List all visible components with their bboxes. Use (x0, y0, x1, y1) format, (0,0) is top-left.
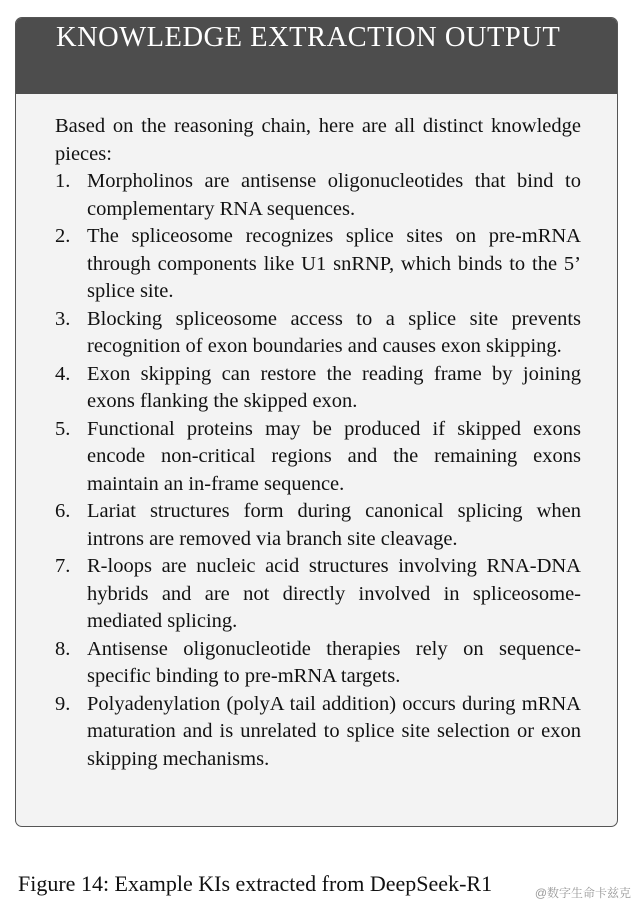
knowledge-list (55, 168, 581, 773)
item-text: Functional proteins may be produced if skipped exons encode non-critical regions and the remaining exons maintain an in-frame sequence. (87, 417, 581, 495)
knowledge-item (55, 498, 581, 553)
item-text: Antisense oligonucleotide therapies rely on sequence-specific binding to pre-mRNA targets. (87, 637, 581, 687)
knowledge-extraction-box (15, 17, 618, 827)
box-title: KNOWLEDGE EXTRACTION OUTPUT (56, 22, 561, 53)
knowledge-item (55, 306, 581, 361)
knowledge-item (55, 553, 581, 636)
item-number: 3. (55, 307, 71, 330)
item-text: Morpholinos are antisense oligonucleotides that bind to complementary RNA sequences. (87, 170, 581, 220)
knowledge-item (55, 223, 581, 306)
item-number: 6. (55, 500, 71, 522)
item-number: 9. (55, 692, 71, 715)
knowledge-item (55, 168, 581, 223)
knowledge-item (55, 361, 581, 416)
watermark: @数字生命卡兹克 (534, 886, 631, 900)
item-number: 8. (55, 637, 71, 660)
item-number: 5. (55, 417, 71, 440)
item-text: Polyadenylation (polyA tail addition) occurs during mRNA maturation and is unrelated to splice site selection or exon skipping mechanisms. (87, 692, 581, 770)
intro-text: Based on the reasoning chain, here are all distinct knowledge pieces: (55, 115, 581, 165)
knowledge-item (55, 636, 581, 691)
knowledge-item (55, 691, 581, 774)
item-text: Lariat structures form during canonical splicing when introns are removed via branch site cleavage. (87, 500, 581, 550)
box-body (16, 94, 617, 773)
item-number: 7. (55, 555, 71, 577)
item-number: 2. (55, 225, 71, 247)
item-text: Blocking spliceosome access to a splice site prevents recognition of exon boundaries and causes exon skipping. (87, 307, 581, 357)
box-header (16, 18, 617, 94)
item-text: The spliceosome recognizes splice sites on pre-mRNA through components like U1 snRNP, which binds to the 5’ splice site. (87, 225, 581, 302)
item-number: 4. (55, 362, 71, 385)
knowledge-item (55, 416, 581, 499)
item-text: Exon skipping can restore the reading frame by joining exons flanking the skipped exon. (87, 362, 581, 412)
item-number: 1. (55, 170, 71, 192)
item-text: R-loops are nucleic acid structures involving RNA-DNA hybrids and are not directly involved in spliceosome-mediated splicing. (87, 555, 581, 632)
figure-caption: Figure 14: Example KIs extracted from DeepSeek-R1 (18, 871, 493, 896)
